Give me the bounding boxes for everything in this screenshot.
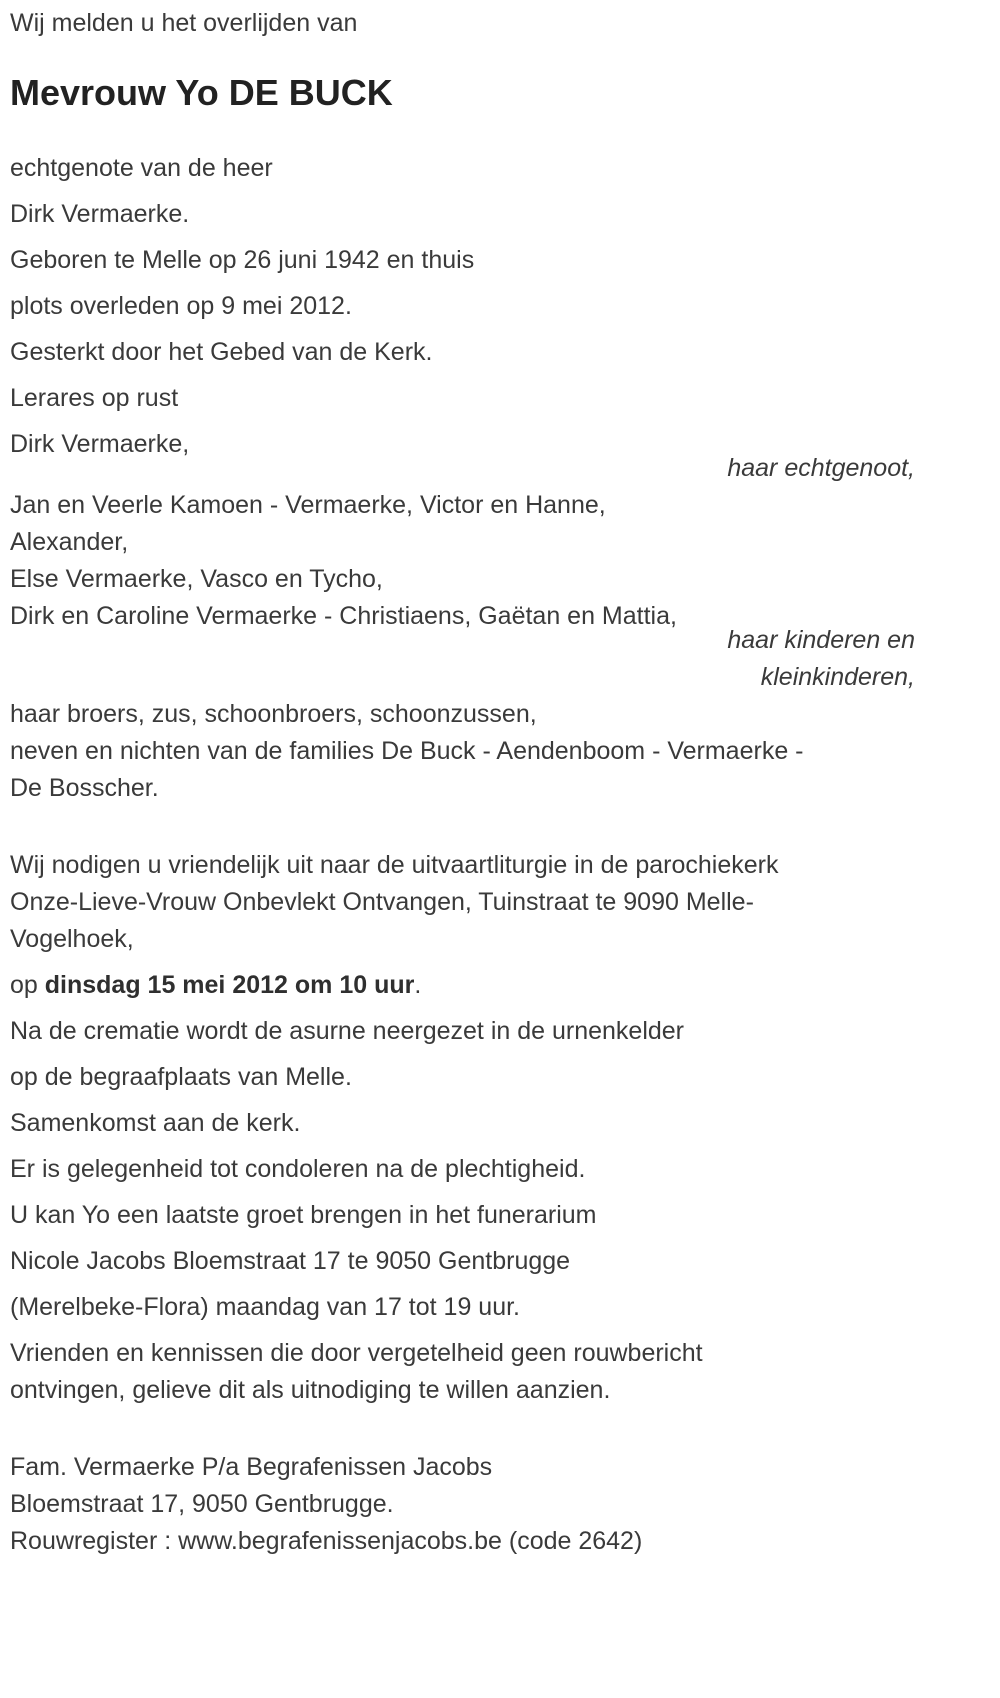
relation-children: haar kinderen en <box>727 626 915 654</box>
service-date-line <box>10 967 990 1004</box>
service-info-gathering: Samenkomst aan de kerk. <box>10 1109 301 1137</box>
mourner-relatives-line: neven en nichten van de families De Buck - Aendenboom - Vermaerke - <box>10 737 804 765</box>
service-info-condolences: Er is gelegenheid tot condoleren na de plechtigheid. <box>10 1155 586 1183</box>
date-bold: dinsdag 15 mei 2012 om 10 uur <box>44 971 415 999</box>
notice-line: Vrienden en kennissen die door vergetelheid geen rouwbericht <box>10 1339 703 1367</box>
mourner-husband: Dirk Vermaerke, <box>10 430 190 458</box>
detail-line-died: plots overleden op 9 mei 2012. <box>10 292 352 320</box>
service-info-funerarium-address: Nicole Jacobs Bloemstraat 17 te 9050 Gentbrugge <box>10 1247 571 1275</box>
invitation-line: Vogelhoek, <box>10 925 134 953</box>
mourner-children-line: Jan en Veerle Kamoen - Vermaerke, Victor en Hanne, <box>10 491 606 519</box>
detail-line-born: Geboren te Melle op 26 juni 1942 en thuis <box>10 246 475 274</box>
mourner-relatives-line: haar broers, zus, schoonbroers, schoonzussen, <box>10 700 537 728</box>
invitation-line: Onze-Lieve-Vrouw Onbevlekt Ontvangen, Tuinstraat te 9090 Melle- <box>10 888 754 916</box>
relation-husband: haar echtgenoot, <box>727 454 915 482</box>
deceased-name: Mevrouw Yo DE BUCK <box>10 72 393 113</box>
detail-line-profession: Lerares op rust <box>10 384 179 412</box>
relation-grandchildren: kleinkinderen, <box>760 663 915 691</box>
service-info-cremation: Na de crematie wordt de asurne neergezet in de urnenkelder <box>10 1017 685 1045</box>
footer-register: Rouwregister : www.begrafenissenjacobs.be (code 2642) <box>10 1527 643 1555</box>
notice-line: ontvingen, gelieve dit als uitnodiging te willen aanzien. <box>10 1376 611 1404</box>
intro-text: Wij melden u het overlijden van <box>10 9 358 37</box>
date-prefix: op <box>10 971 45 999</box>
detail-line-church: Gesterkt door het Gebed van de Kerk. <box>10 338 433 366</box>
mourner-children-line: Alexander, <box>10 528 129 556</box>
invitation-line: Wij nodigen u vriendelijk uit naar de uitvaartliturgie in de parochiekerk <box>10 851 779 879</box>
service-info-visiting-hours: (Merelbeke-Flora) maandag van 17 tot 19 uur. <box>10 1293 520 1321</box>
service-info-cemetery: op de begraafplaats van Melle. <box>10 1063 352 1091</box>
mourner-children-line: Dirk en Caroline Vermaerke - Christiaens, Gaëtan en Mattia, <box>10 602 677 630</box>
mourner-children-line: Else Vermaerke, Vasco en Tycho, <box>10 565 383 593</box>
service-info-funerarium: U kan Yo een laatste groet brengen in het funerarium <box>10 1201 597 1229</box>
detail-line-spouse-name: Dirk Vermaerke. <box>10 200 190 228</box>
detail-line-spouse-of: echtgenote van de heer <box>10 154 273 182</box>
date-suffix: . <box>414 971 422 999</box>
footer-family: Fam. Vermaerke P/a Begrafenissen Jacobs <box>10 1453 493 1481</box>
footer-address: Bloemstraat 17, 9050 Gentbrugge. <box>10 1490 394 1518</box>
mourner-relatives-line: De Bosscher. <box>10 774 159 802</box>
